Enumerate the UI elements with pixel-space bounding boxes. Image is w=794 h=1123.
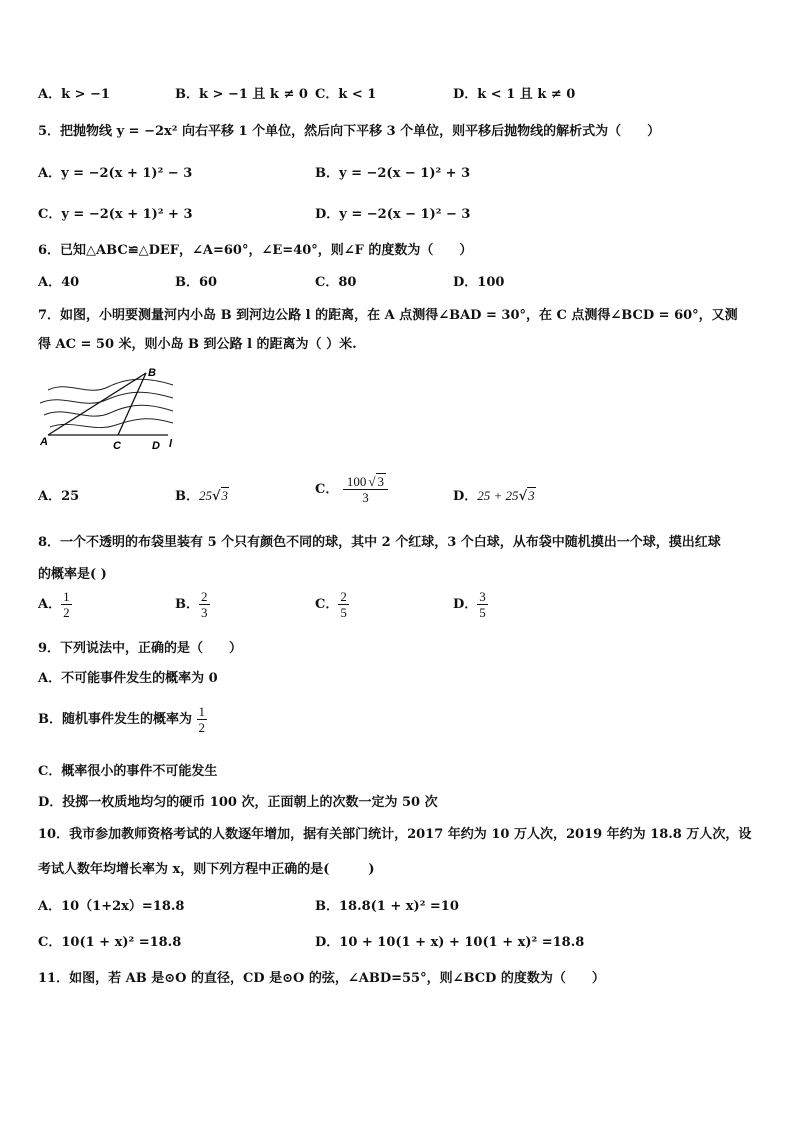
q5-stem: 5．把抛物线 y = −2x² 向右平移 1 个单位，然后向下平移 3 个单位，则平移后抛物线的解析式为（ ） [38, 124, 661, 139]
q7-stem-line1: 7．如图，小明要测量河内小岛 B 到河边公路 l 的距离，在 A 点测得∠BAD = 30°，在 C 点测得∠BCD = 60°，又测 [38, 308, 738, 323]
q10-option-c: C．10(1 + x)² =18.8 [38, 935, 182, 950]
q4-option-d: D．k < 1 且 k ≠ 0 [453, 87, 576, 102]
river-waves [40, 379, 173, 427]
q7-option-c-num-coef: 100 [346, 474, 367, 489]
q9-option-b-den: 2 [198, 720, 206, 735]
q10-stem-line2: 考试人数年均增长率为 x，则下列方程中正确的是( ) [38, 862, 375, 877]
label-b: B [148, 367, 156, 379]
q8-option-b-fraction [199, 589, 210, 620]
q10-stem-line1: 10．我市参加教师资格考试的人数逐年增加，据有关部门统计，2017 年约为 10 万人次，2019 年约为 18.8 万人次，设 [38, 827, 752, 842]
q7-option-d: D．25 + 25√3 [453, 488, 535, 504]
q4-option-c: C．k < 1 [315, 87, 377, 102]
q8-option-b-num: 2 [201, 589, 208, 604]
q7-option-b-radicand: 3 [221, 488, 229, 503]
q10-option-b: B．18.8(1 + x)² =10 [315, 899, 459, 914]
q11-stem: 11．如图，若 AB 是⊙O 的直径，CD 是⊙O 的弦，∠ABD=55°，则∠BCD 的度数为（ ） [38, 971, 605, 986]
q8-stem-line2: 的概率是( ) [38, 567, 107, 582]
q8-option-a-fraction [61, 589, 72, 620]
q10-option-a: A．10（1+2x）=18.8 [38, 899, 185, 914]
q8-option-a-num: 1 [63, 589, 70, 604]
q9-stem: 9．下列说法中，正确的是（ ） [38, 641, 243, 656]
q6-option-a: A．40 [38, 275, 80, 290]
q8-option-d-prefix: D． [453, 597, 478, 612]
q8-option-c-fraction [338, 589, 349, 620]
q8-option-d-den: 5 [479, 605, 486, 620]
q9-option-d: D．投掷一枚质地均匀的硬币 100 次，正面朝上的次数一定为 50 次 [38, 795, 438, 810]
q7-option-d-prefix: D． [453, 489, 478, 504]
q7-river-figure [38, 365, 178, 455]
q7-option-a: A．25 [38, 489, 80, 504]
q6-option-b: B．60 [175, 275, 218, 290]
q4-option-a: A．k > −1 [38, 87, 110, 102]
q8-option-d [453, 589, 488, 620]
q9-option-b [38, 704, 207, 735]
q7-stem-line2: 得 AC = 50 米，则小岛 B 到公路 l 的距离为（ ）米. [38, 337, 357, 352]
label-c: C [113, 440, 121, 452]
q9-option-b-num: 1 [198, 704, 206, 719]
q6-option-c: C．80 [315, 275, 357, 290]
q7-option-c [315, 474, 388, 505]
q7-option-d-text: 25 + 25 [477, 488, 519, 503]
q5-option-c: C．y = −2(x + 1)² + 3 [38, 207, 193, 222]
q8-option-d-fraction [477, 589, 488, 620]
q9-option-a: A．不可能事件发生的概率为 0 [38, 671, 218, 686]
label-l: l [169, 438, 173, 450]
q7-option-c-num-radicand: 3 [377, 474, 385, 489]
q8-option-b [175, 589, 210, 620]
q6-option-d: D．100 [453, 275, 505, 290]
q8-option-b-prefix: B． [175, 597, 199, 612]
q7-option-c-prefix: C． [315, 482, 339, 497]
q4-option-b: B．k > −1 且 k ≠ 0 [175, 87, 308, 102]
q8-option-c [315, 589, 349, 620]
label-a: A [40, 436, 48, 448]
q7-option-d-radicand: 3 [528, 488, 535, 503]
q7-option-c-den: 3 [362, 490, 369, 505]
q8-stem-line1: 8．一个不透明的布袋里装有 5 个只有颜色不同的球，其中 2 个红球，3 个白球，从布袋中随机摸出一个球，摸出红球 [38, 535, 721, 550]
q7-option-b: B．25√3 [175, 488, 229, 504]
q8-option-a [38, 589, 72, 620]
q5-option-d: D．y = −2(x − 1)² − 3 [315, 207, 471, 222]
q10-option-d: D．10 + 10(1 + x) + 10(1 + x)² =18.8 [315, 935, 585, 950]
q8-option-b-den: 3 [201, 605, 208, 620]
q9-option-b-prefix: B．随机事件发生的概率为 [38, 712, 192, 727]
q9-option-b-fraction [197, 704, 208, 735]
q7-option-b-coef: 25 [199, 488, 212, 503]
q8-option-d-num: 3 [479, 589, 486, 604]
q8-option-a-den: 2 [63, 605, 70, 620]
q7-option-b-prefix: B． [175, 489, 199, 504]
q5-option-b: B．y = −2(x − 1)² + 3 [315, 166, 471, 181]
q8-option-c-den: 5 [340, 605, 347, 620]
q7-option-c-fraction: $\frac{100 √ 3}{3}$ [343, 474, 388, 505]
q6-stem: 6．已知△ABC≌△DEF，∠A=60°，∠E=40°，则∠F 的度数为（ ） [38, 243, 473, 258]
q5-option-a: A．y = −2(x + 1)² − 3 [38, 166, 193, 181]
q9-option-c: C．概率很小的事件不可能发生 [38, 764, 218, 779]
q8-option-a-prefix: A． [38, 597, 62, 612]
q8-option-c-num: 2 [340, 589, 347, 604]
q8-option-c-prefix: C． [315, 597, 339, 612]
label-d: D [152, 440, 160, 452]
